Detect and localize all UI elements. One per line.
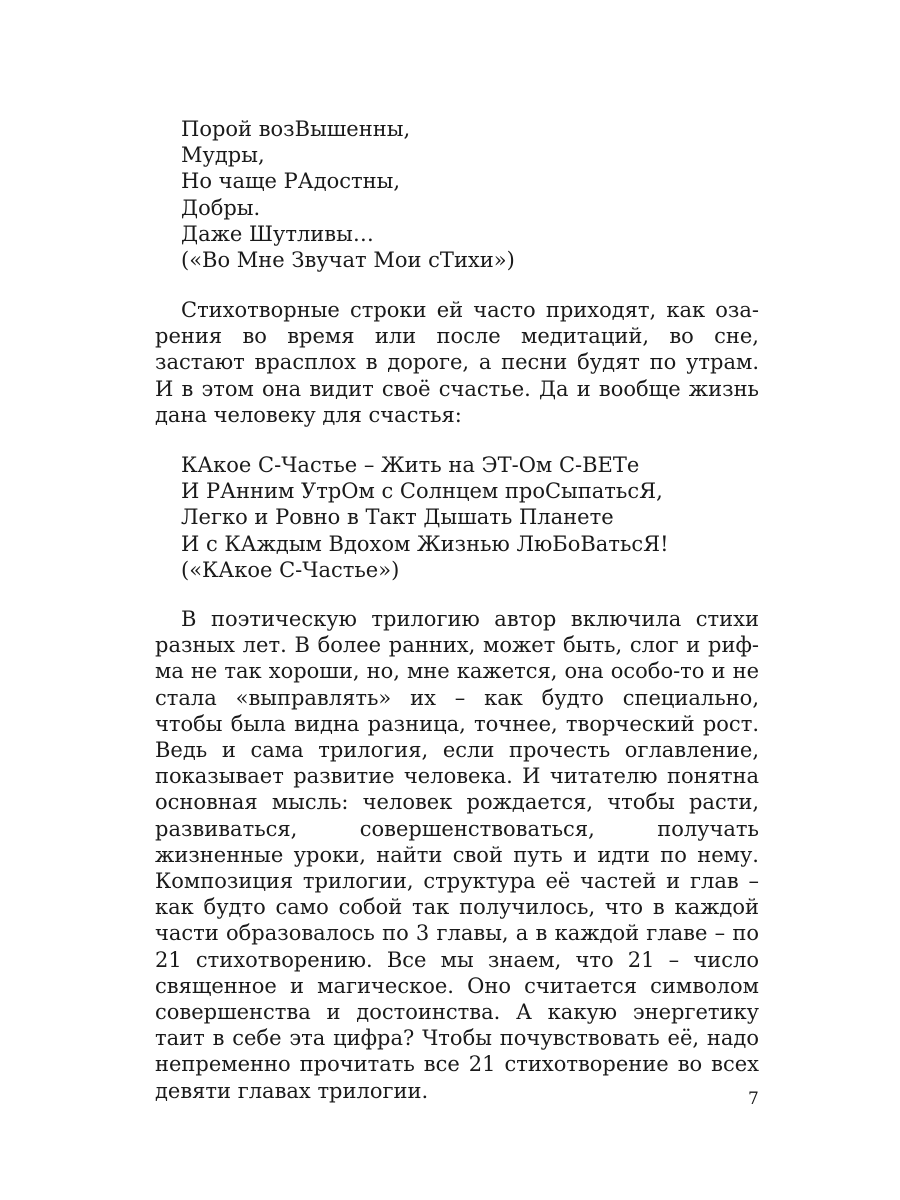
body-paragraph-2-container (155, 606, 759, 1104)
poem-line: Мудры, (181, 143, 265, 168)
poem-line: Легко и Ровно в Такт Дышать Планете (181, 505, 614, 530)
body-paragraph-1-container (155, 297, 759, 428)
body-paragraph-1: Стихотворные строки ей часто приходят, как озарения во время или после медитаций, во сне, застают врасплох в дороге, а песни будят по утрам. И в этом она видит своё счастье. Да и вообще жизнь дана человеку для счастья: (155, 298, 759, 427)
poem-source: («КАкое С-Частье») (181, 557, 400, 582)
page-number: 7 (748, 1089, 759, 1109)
poem-excerpt-2 (181, 452, 669, 583)
poem-source: («Во Мне Звучат Мои сТихи») (181, 248, 515, 273)
body-paragraph-2: В поэтическую трилогию автор включила стихи разных лет. В более ранних, может быть, слог и рифма не так хороши, но, мне кажется, она особо-то и не стала «выправлять» их – как будто специально, чтобы была видна разница, точнее, творческий рост. Ведь и сама трилогия, если прочесть оглавление, показывает развитие человека. И читателю понятна основная мысль: человек рождается, чтобы расти, развиваться, совершенствоваться, получать жизненные уроки, найти свой путь и идти по нему. Композиция трилогии, структура её частей и глав – как будто само собой так получилось, что в каждой части образовалось по 3 главы, а в каждой главе – по 21 стихотворению. Все мы знаем, что 21 – число священное и магическое. Оно считается символом совершенства и достоинства. А какую энергетику таит в себе эта цифра? Чтобы почувствовать её, надо непременно прочитать все 21 стихотворение во всех девяти главах трилогии. (155, 607, 759, 1103)
poem-line: Добры. (181, 195, 261, 220)
poem-excerpt-1 (181, 116, 515, 273)
poem-line: И с КАждым Вдохом Жизнью ЛюБоВатьсЯ! (181, 531, 669, 556)
poem-line: Но чаще РАдостны, (181, 169, 401, 194)
poem-line: Порой возВышенны, (181, 117, 411, 141)
poem-line: КАкое С-Частье – Жить на ЭТ-Ом С-ВЕТе (181, 453, 640, 477)
poem-line: И РАнним УтрОм с Солнцем проСыпатьсЯ, (181, 479, 663, 504)
poem-line: Даже Шутливы… (181, 221, 374, 246)
